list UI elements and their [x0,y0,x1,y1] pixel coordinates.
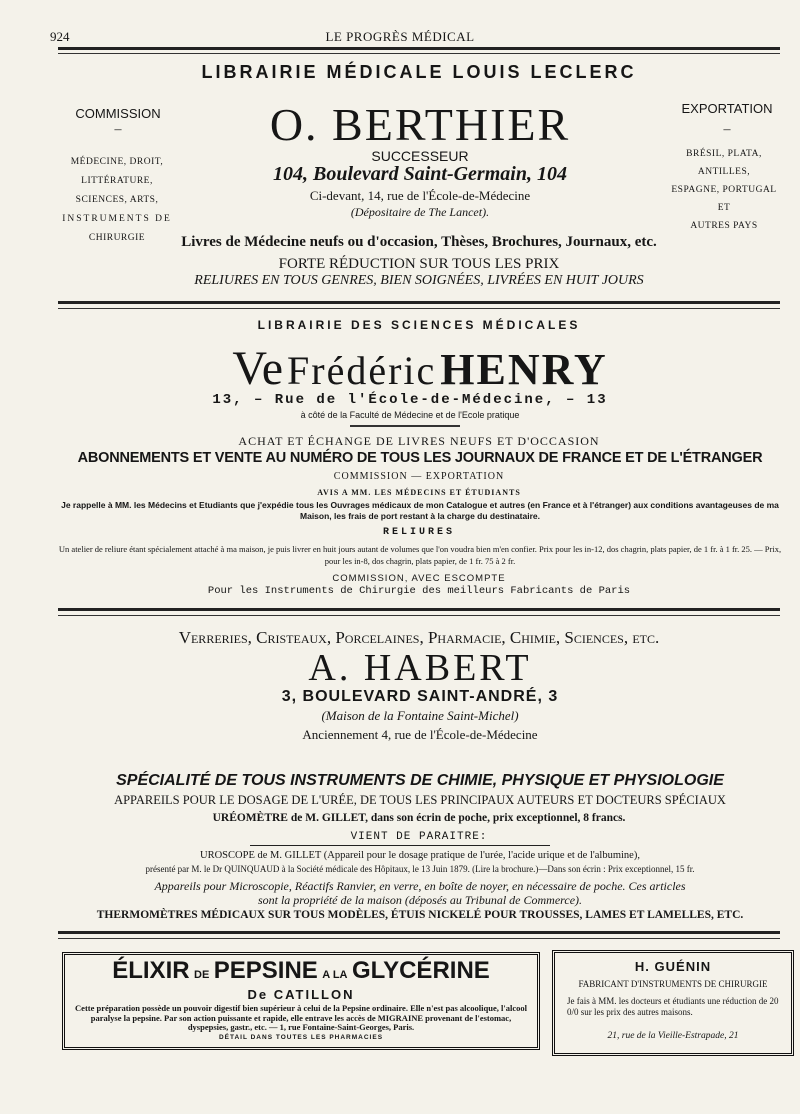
section-rule [58,301,780,304]
habert-microscopy-line1: Appareils pour Microscopie, Réactifs Ranvier, en verre, en boîte de noyer, en nécessaire de poche. Ces articles [154,879,686,893]
henry-notice-text: Je rappelle à MM. les Médecins et Etudiants que j'expédie tous les Ouvrages médicaux de mon Catalogue et autres (en France et à l'étranger) aux conditions avantageuses de ma Maison, les frais de port restant à la charge du destinataire. [61,500,779,521]
habert-microscopy-line2: sont la propriété de la maison (déposés au Tribunal de Commerce). [257,893,583,907]
henry-commission-export: COMMISSION — EXPORTATION [333,471,505,482]
berthier-bindings: RELIURES EN TOUS GENRES, BIEN SOIGNÉES, LIVRÉES EN HUIT JOURS [194,273,644,288]
berthier-address: 104, Boulevard Saint-Germain, 104 [273,163,567,185]
henry-name-last: HENRY [440,345,608,394]
henry-ornament-rule [350,425,460,427]
section-rule-thin [58,938,780,939]
henry-library-name: LIBRAIRIE DES SCIENCES MÉDICALES [257,318,581,332]
habert-apparatus: APPAREILS POUR LE DOSAGE DE L'URÉE, DE TOUS LES PRINCIPAUX AUTEURS ET DOCTEURS SPÉCIAUX [114,793,726,807]
header-rule-thin [58,53,780,54]
elixir-word: A LA [322,969,348,981]
henry-address: 13, – Rue de l'École-de-Médecine, – 13 [212,392,608,408]
berthier-reduction: FORTE RÉDUCTION SUR TOUS LES PRIX [278,256,560,272]
habert-name: A. HABERT [308,647,532,689]
exportation-line: AUTRES PAYS [690,221,758,231]
section-rule [58,608,780,611]
commission-heading: COMMISSION [75,106,161,121]
habert-address: 3, BOULEVARD SAINT-ANDRÉ, 3 [281,688,559,705]
guenin-body: Je fais à MM. les docteurs et étudiants une réduction de 20 0/0 sur les prix des autres maisons. [567,996,779,1017]
habert-thermometers: THERMOMÈTRES MÉDICAUX SUR TOUS MODÈLES, ÉTUIS NICKELÉ POUR TROUSSES, LAMES ET LAMELLES, ETC. [96,909,744,921]
commission-dash: – [114,122,122,137]
habert-uroscope-line2: présenté par M. le Dr QUINQUAUD à la Société médicale des Hôpitaux, le 13 Juin 1879. (Lire la brochure.)—Dans son écrin : Prix exceptionnel, 15 fr. [145,864,695,874]
elixir-word: PEPSINE [213,957,318,984]
henry-name-first: Frédéric [287,348,437,393]
elixir-word: ÉLIXIR [112,957,190,984]
habert-new-heading: VIENT DE PARAITRE: [350,831,488,843]
exportation-list [652,145,796,235]
journal-title: LE PROGRÈS MÉDICAL [325,29,475,44]
henry-name [100,341,740,397]
habert-categories: Verreries, Cristeaux, Porcelaines, Pharmacie, Chimie, Sciences, etc. [178,628,660,647]
section-rule-thin [58,308,780,309]
elixir-advertisement [62,952,540,1050]
exportation-line: BRÉSIL, PLATA, [686,149,762,159]
berthier-depositary: (Dépositaire de The Lancet). [350,205,490,219]
habert-new-rule [250,845,550,846]
guenin-address: 21, rue de la Vieille-Estrapade, 21 [607,1031,739,1041]
elixir-footer: DÉTAIL DANS TOUTES LES PHARMACIES [218,1034,384,1041]
commission-line: CHIRURGIE [88,233,146,243]
section-rule-thin [58,615,780,616]
habert-uroscope-line1: UROSCOPE de M. GILLET (Appareil pour le dosage pratique de l'urée, l'acide urique et de l'albumine), [200,850,640,861]
henry-name-prefix: Ve [232,342,284,395]
henry-notice-heading: AVIS A MM. LES MÉDECINS ET ÉTUDIANTS [317,488,521,497]
habert-speciality: SPÉCIALITÉ DE TOUS INSTRUMENTS DE CHIMIE, PHYSIQUE ET PHYSIOLOGIE [116,772,724,789]
henry-subscriptions: ABONNEMENTS ET VENTE AU NUMÉRO DE TOUS LES JOURNAUX DE FRANCE ET DE L'ÉTRANGER [77,450,763,466]
henry-bindings-text: Un atelier de reliure étant spécialement attaché à ma maison, je puis livrer en huit jours autant de volumes que l'on voudra bien m'en confier. Prix pour les in-12, dos chagrin, plats papier, de 1 fr. à 1 fr. 25. — Prix, pour les in-8, dos chagrin, plats papier, de 1 fr. 75 à 2 fr. [58,544,782,566]
elixir-title [65,957,537,985]
henry-location: à côté de la Faculté de Médecine et de l'Ecole pratique [300,410,520,420]
section-rule [58,931,780,934]
habert-ureometre: URÉOMÈTRE de M. GILLET, dans son écrin de poche, prix exceptionnel, 8 francs. [212,812,626,824]
berthier-library-name: LIBRAIRIE MÉDICALE LOUIS LECLERC [201,62,637,82]
guenin-name: H. GUÉNIN [634,959,712,974]
exportation-line: ANTILLES, [697,167,751,177]
page-number: 924 [50,29,70,44]
henry-bindings-heading: RELIURES [382,527,455,538]
berthier-former-address: Ci-devant, 14, rue de l'École-de-Médecine [309,188,531,203]
elixir-maker: De CATILLON [247,987,355,1002]
exportation-line: ESPAGNE, PORTUGAL [671,185,777,195]
exportation-dash: – [723,122,731,137]
exportation-heading: EXPORTATION [681,101,773,116]
commission-line: SCIENCES, ARTS, [75,195,159,205]
commission-line: MÉDECINE, DROIT, [70,157,164,167]
henry-commission-discount: COMMISSION, AVEC ESCOMPTE [332,573,506,584]
berthier-name: O. BERTHIER [269,99,571,150]
exportation-line: ET [717,203,731,213]
habert-former-address: Anciennement 4, rue de l'École-de-Médecine [302,727,538,742]
berthier-books: Livres de Médecine neufs ou d'occasion, Thèses, Brochures, Journaux, etc. [181,234,657,250]
henry-buy-exchange: ACHAT ET ÉCHANGE DE LIVRES NEUFS ET D'OCCASION [238,434,600,448]
guenin-title: FABRICANT D'INSTRUMENTS DE CHIRURGIE [578,979,768,989]
berthier-successor: SUCCESSEUR [371,148,469,164]
henry-instruments: Pour les Instruments de Chirurgie des meilleurs Fabricants de Paris [207,585,631,597]
elixir-word: DE [194,969,210,981]
header-rule [58,47,780,50]
guenin-advertisement [552,950,794,1056]
habert-maison: (Maison de la Fontaine Saint-Michel) [321,708,519,723]
elixir-word: GLYCÉRINE [351,957,490,984]
commission-line: INSTRUMENTS DE [62,214,172,224]
elixir-body: Cette préparation possède un pouvoir digestif bien supérieur à celui de la Pepsine ordinaire. Elle n'est pas alcoolique, l'alcool paralyse la pepsine. Par son action puissante et rapide, elle entrave les accès de MIGRAINE provenant de l'estomac, dyspepsies, gastr., etc. — 1, rue Fontaine-Saint-Georges, Paris. [75,1003,527,1032]
commission-line: LITTÉRATURE, [81,176,153,186]
